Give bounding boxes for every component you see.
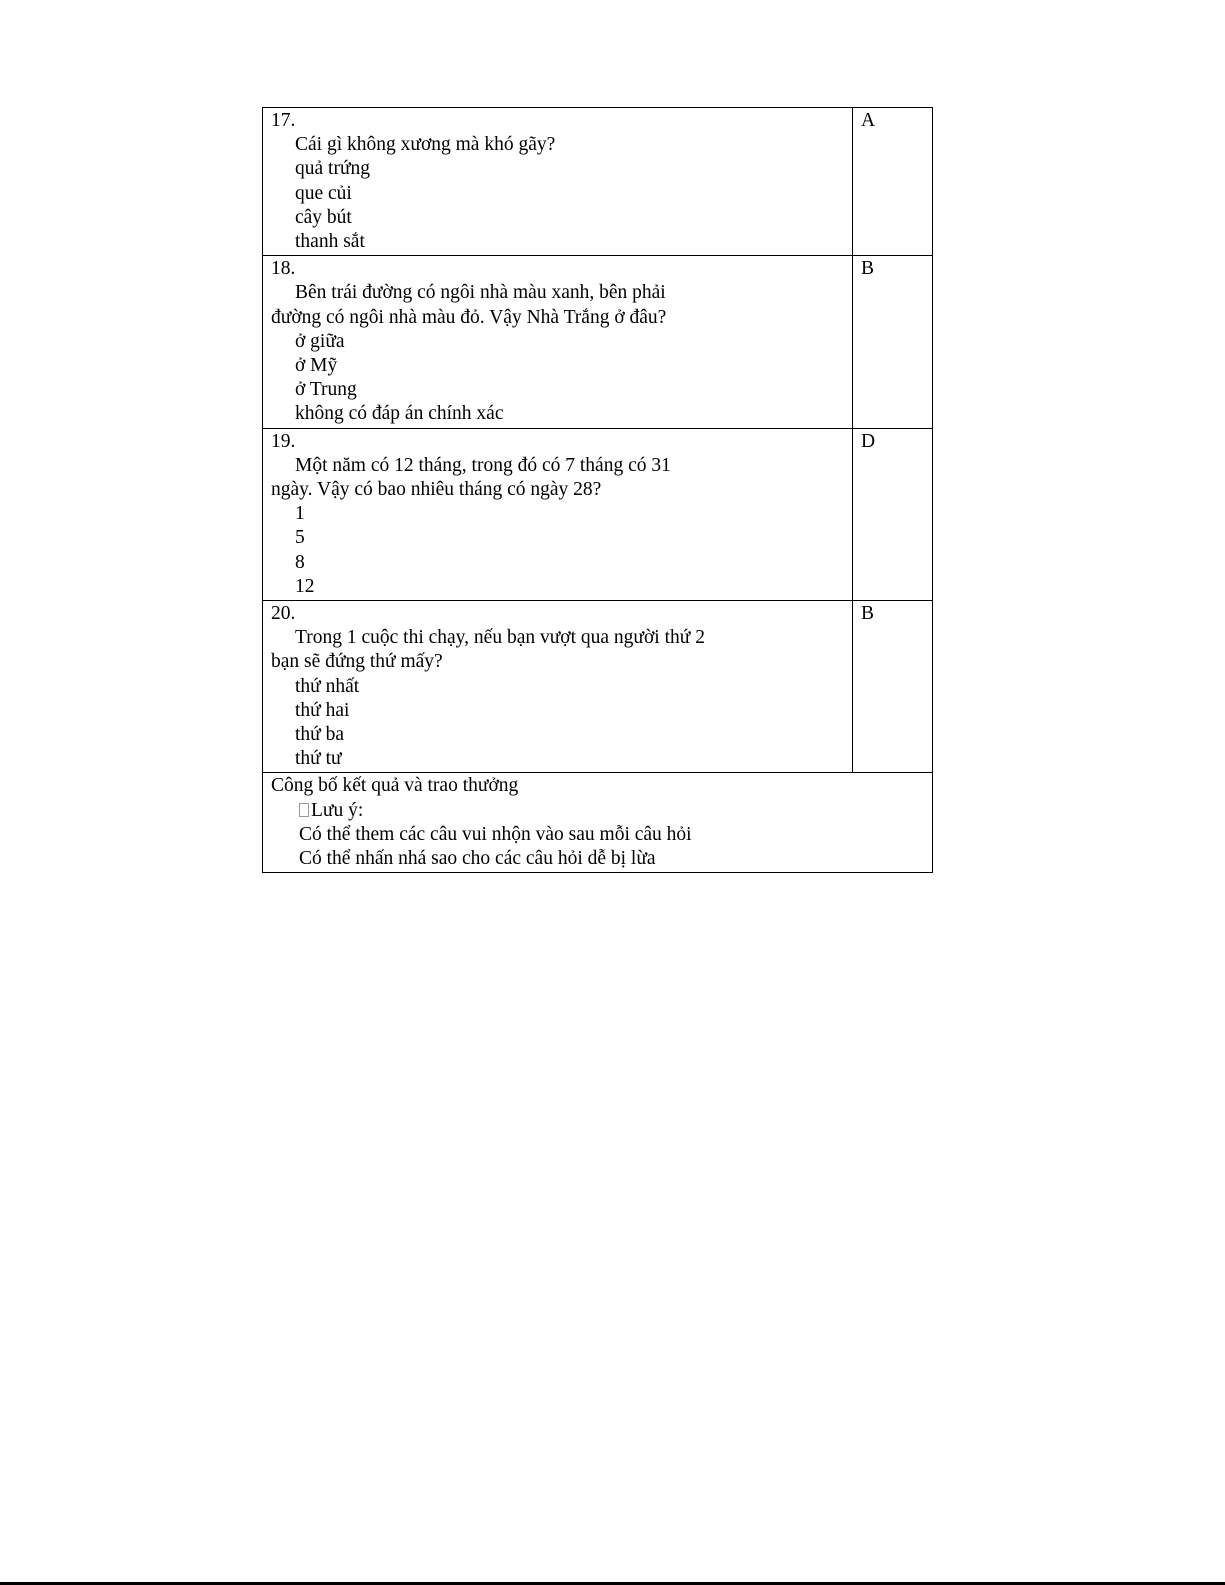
footer-row bbox=[263, 773, 933, 873]
answer-cell bbox=[853, 601, 933, 773]
option-d: thanh sắt bbox=[295, 231, 365, 253]
answer-letter: A bbox=[861, 110, 876, 131]
question-text-continued: bạn sẽ đứng thứ mấy? bbox=[271, 651, 443, 673]
question-text-continued: đường có ngôi nhà màu đỏ. Vậy Nhà Trắng ở đâu? bbox=[271, 306, 667, 328]
option-a: quả trứng bbox=[295, 158, 371, 180]
question-text: Bên trái đường có ngôi nhà màu xanh, bên phải bbox=[295, 282, 666, 304]
question-row bbox=[263, 601, 933, 773]
question-row bbox=[263, 428, 933, 600]
question-number: 20. bbox=[271, 603, 296, 625]
note-item: Có thể them các câu vui nhộn vào sau mỗi câu hỏi bbox=[299, 823, 692, 845]
question-text: Một năm có 12 tháng, trong đó có 7 tháng có 31 bbox=[295, 454, 671, 476]
question-text: Cái gì không xương mà khó gãy? bbox=[295, 134, 556, 156]
footer-title: Công bố kết quả và trao thưởng bbox=[271, 775, 519, 797]
option-d: 12 bbox=[295, 575, 315, 597]
option-b: que củi bbox=[295, 182, 352, 204]
question-cell bbox=[263, 108, 853, 256]
option-c: cây bút bbox=[295, 206, 352, 228]
option-a: 1 bbox=[295, 503, 305, 525]
question-row bbox=[263, 256, 933, 428]
question-text: Trong 1 cuộc thi chạy, nếu bạn vượt qua người thứ 2 bbox=[295, 627, 705, 649]
note-item: Có thể nhấn nhá sao cho các câu hỏi dễ bị lừa bbox=[299, 848, 656, 870]
option-a: thứ nhất bbox=[295, 675, 360, 697]
option-d: thứ tư bbox=[295, 748, 342, 770]
note-label-line bbox=[271, 799, 932, 823]
answer-cell bbox=[853, 256, 933, 428]
note-label: Lưu ý: bbox=[311, 799, 364, 821]
answer-letter: B bbox=[861, 258, 875, 280]
answer-letter: B bbox=[861, 603, 875, 625]
option-a: ở giữa bbox=[295, 330, 345, 352]
answer-cell bbox=[853, 108, 933, 256]
answer-cell bbox=[853, 428, 933, 600]
option-b: ở Mỹ bbox=[295, 355, 338, 377]
option-c: thứ ba bbox=[295, 724, 345, 746]
question-cell bbox=[263, 428, 853, 600]
question-cell bbox=[263, 256, 853, 428]
question-row bbox=[263, 108, 933, 256]
missing-glyph-box-icon bbox=[299, 803, 309, 817]
option-b: thứ hai bbox=[295, 699, 350, 721]
question-number: 18. bbox=[271, 258, 296, 280]
option-d: không có đáp án chính xác bbox=[295, 403, 504, 425]
option-b: 5 bbox=[295, 527, 305, 549]
answer-letter: D bbox=[861, 430, 876, 452]
quiz-table bbox=[262, 107, 933, 873]
question-cell bbox=[263, 601, 853, 773]
question-number: 17. bbox=[271, 110, 296, 131]
option-c: 8 bbox=[295, 551, 305, 573]
footer-cell bbox=[263, 773, 933, 873]
question-number: 19. bbox=[271, 430, 296, 452]
question-text-continued: ngày. Vậy có bao nhiêu tháng có ngày 28? bbox=[271, 479, 602, 501]
option-c: ở Trung bbox=[295, 379, 357, 401]
